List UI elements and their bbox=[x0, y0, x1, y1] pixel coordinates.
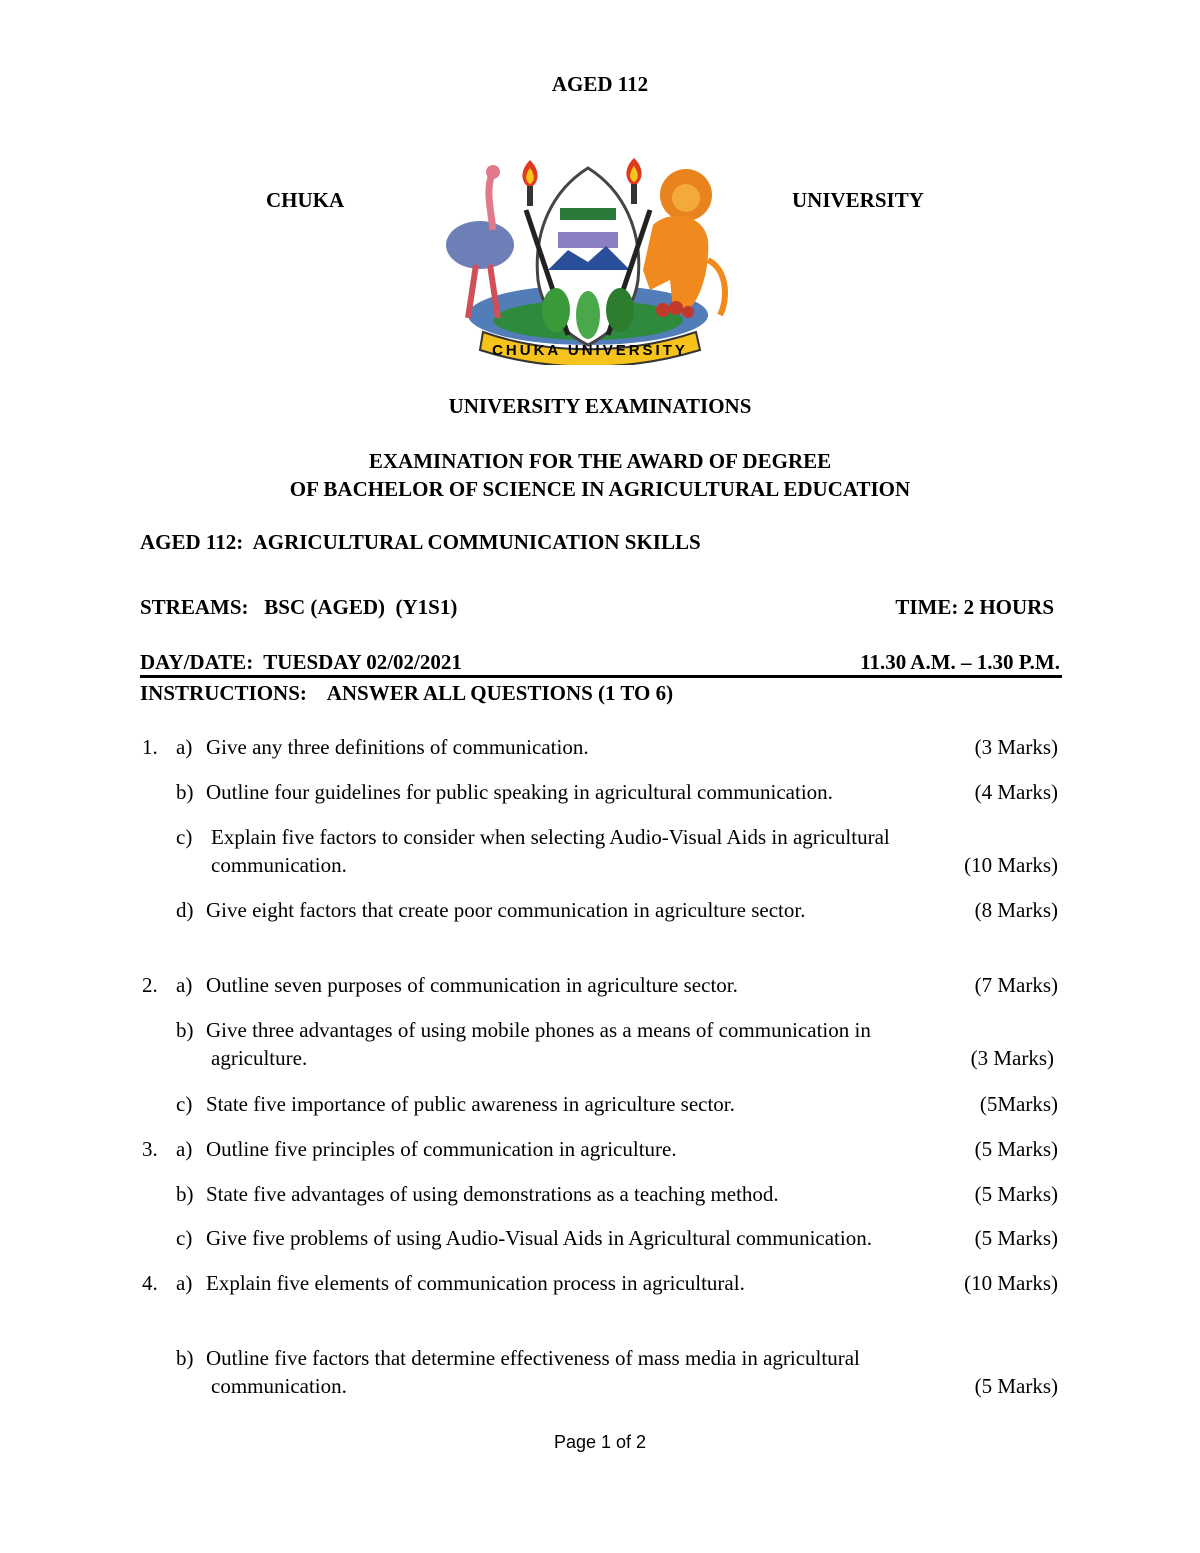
question-text: Outline five factors that determine effectiveness of mass media in agricultural bbox=[206, 1346, 860, 1370]
time-range-label: 11.30 A.M. – 1.30 P.M. bbox=[860, 650, 1060, 674]
header-right-word: UNIVERSITY bbox=[792, 188, 924, 212]
question-text-continued: communication. bbox=[211, 1374, 347, 1398]
question-part-letter: a) bbox=[176, 973, 193, 997]
question-text: Explain five factors to consider when selecting Audio-Visual Aids in agricultural bbox=[211, 825, 890, 849]
question-marks: (8 Marks) bbox=[974, 898, 1058, 922]
question-marks: (4 Marks) bbox=[974, 780, 1058, 804]
coat-of-arms-icon bbox=[438, 150, 738, 365]
instructions-label: INSTRUCTIONS: ANSWER ALL QUESTIONS (1 TO 6) bbox=[140, 681, 674, 705]
header-left-word: CHUKA bbox=[266, 188, 345, 212]
header-divider bbox=[140, 675, 1062, 678]
question-text: Outline five principles of communication in agriculture. bbox=[206, 1137, 677, 1161]
question-number: 1. bbox=[142, 735, 158, 759]
question-text-continued: agriculture. bbox=[211, 1046, 308, 1070]
question-marks: (5 Marks) bbox=[974, 1374, 1058, 1398]
question-text: Give five problems of using Audio-Visual Aids in Agricultural communication. bbox=[206, 1226, 872, 1250]
question-text: State five advantages of using demonstrations as a teaching method. bbox=[206, 1182, 779, 1206]
question-number: 4. bbox=[142, 1271, 158, 1295]
page-number: Page 1 of 2 bbox=[553, 1432, 647, 1452]
question-marks: (5 Marks) bbox=[974, 1137, 1058, 1161]
streams-label: STREAMS: BSC (AGED) (Y1S1) bbox=[140, 595, 458, 619]
question-text: Outline four guidelines for public speaking in agricultural communication. bbox=[206, 780, 833, 804]
time-label: TIME: 2 HOURS bbox=[895, 595, 1054, 619]
question-marks: (10 Marks) bbox=[964, 853, 1058, 877]
question-part-letter: c) bbox=[176, 825, 193, 849]
course-title: AGED 112: AGRICULTURAL COMMUNICATION SKILLS bbox=[140, 530, 701, 554]
question-marks: (10 Marks) bbox=[964, 1271, 1058, 1295]
question-part-letter: b) bbox=[176, 1182, 194, 1206]
question-number: 3. bbox=[142, 1137, 158, 1161]
day-date-label: DAY/DATE: TUESDAY 02/02/2021 bbox=[140, 650, 462, 674]
question-marks: (3 Marks) bbox=[970, 1046, 1054, 1070]
award-line-2: OF BACHELOR OF SCIENCE IN AGRICULTURAL EDUCATION bbox=[289, 477, 911, 501]
logo-banner-text: CHUKA UNIVERSITY bbox=[492, 342, 688, 359]
question-text: Outline seven purposes of communication in agriculture sector. bbox=[206, 973, 738, 997]
question-part-letter: a) bbox=[176, 1271, 193, 1295]
question-marks: (5 Marks) bbox=[974, 1226, 1058, 1250]
award-line-1: EXAMINATION FOR THE AWARD OF DEGREE bbox=[368, 449, 832, 473]
question-part-letter: b) bbox=[176, 1346, 194, 1370]
question-text: Give eight factors that create poor communication in agriculture sector. bbox=[206, 898, 806, 922]
course-code-header: AGED 112 bbox=[551, 72, 649, 96]
exam-title: UNIVERSITY EXAMINATIONS bbox=[448, 394, 752, 418]
question-text: Give any three definitions of communication. bbox=[206, 735, 589, 759]
question-text: Give three advantages of using mobile phones as a means of communication in bbox=[206, 1018, 871, 1042]
question-part-letter: b) bbox=[176, 780, 194, 804]
question-text: Explain five elements of communication process in agricultural. bbox=[206, 1271, 745, 1295]
question-part-letter: c) bbox=[176, 1092, 193, 1116]
question-marks: (5Marks) bbox=[979, 1092, 1058, 1116]
question-part-letter: a) bbox=[176, 1137, 193, 1161]
question-part-letter: c) bbox=[176, 1226, 193, 1250]
question-part-letter: d) bbox=[176, 898, 194, 922]
question-marks: (5 Marks) bbox=[974, 1182, 1058, 1206]
question-text-continued: communication. bbox=[211, 853, 347, 877]
university-logo bbox=[438, 150, 738, 365]
question-marks: (7 Marks) bbox=[974, 973, 1058, 997]
question-number: 2. bbox=[142, 973, 158, 997]
question-part-letter: b) bbox=[176, 1018, 194, 1042]
question-part-letter: a) bbox=[176, 735, 193, 759]
question-marks: (3 Marks) bbox=[974, 735, 1058, 759]
question-text: State five importance of public awareness in agriculture sector. bbox=[206, 1092, 735, 1116]
